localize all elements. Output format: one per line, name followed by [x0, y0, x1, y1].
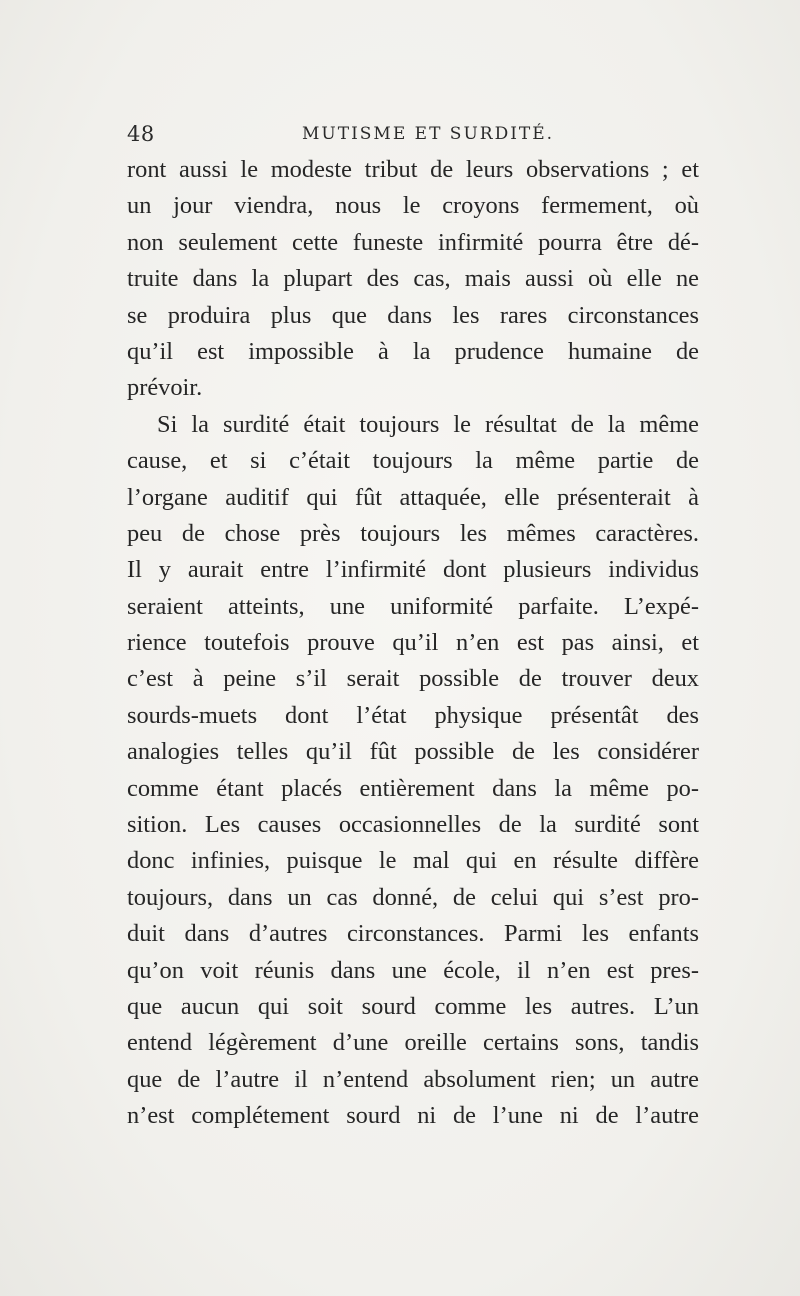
text-line: donc infinies, puisque le mal qui en résulte diffère [127, 847, 699, 875]
text-line: entend légèrement d’une oreille certains sons, tandis [127, 1029, 699, 1057]
text-line: sourds-muets dont l’état physique présentât des [127, 701, 699, 729]
text-line: sition. Les causes occasionnelles de la surdité sont [127, 811, 699, 839]
text-line: se produira plus que dans les rares circonstances [127, 301, 699, 329]
text-line: truite dans la plupart des cas, mais aussi où elle ne [127, 265, 699, 293]
body-text [127, 152, 699, 1135]
text-line: c’est à peine s’il serait possible de trouver deux [127, 665, 699, 693]
page-header [127, 122, 699, 152]
text-line: qu’on voit réunis dans une école, il n’en est pres- [127, 956, 699, 984]
text-line: analogies telles qu’il fût possible de les considérer [127, 738, 699, 766]
text-line: duit dans d’autres circonstances. Parmi les enfants [127, 920, 699, 948]
paragraph-2 [127, 407, 699, 1135]
text-line: que aucun qui soit sourd comme les autres. L’un [127, 992, 699, 1020]
running-head: MUTISME ET SURDITÉ. [302, 124, 555, 144]
text-line: rience toutefois prouve qu’il n’en est pas ainsi, et [127, 629, 699, 657]
text-line: un jour viendra, nous le croyons fermement, où [127, 192, 699, 220]
text-line: non seulement cette funeste infirmité pourra être dé- [127, 228, 699, 256]
text-line: Si la surdité était toujours le résultat de la même [157, 410, 699, 438]
text-line: toujours, dans un cas donné, de celui qui s’est pro- [127, 883, 699, 911]
text-line: peu de chose près toujours les mêmes caractères. [127, 519, 699, 547]
paragraph-1 [127, 152, 699, 407]
text-line: seraient atteints, une uniformité parfaite. L’expé- [127, 592, 699, 620]
text-line: n’est complétement sourd ni de l’une ni de l’autre [127, 1102, 699, 1130]
text-line: cause, et si c’était toujours la même partie de [127, 447, 699, 475]
text-line: prévoir. [127, 374, 203, 402]
text-line: l’organe auditif qui fût attaquée, elle présenterait à [127, 483, 699, 511]
page-number: 48 [127, 122, 155, 146]
text-line: ront aussi le modeste tribut de leurs observations ; et [127, 156, 699, 183]
text-line: qu’il est impossible à la prudence humaine de [127, 337, 699, 365]
text-line: Il y aurait entre l’infirmité dont plusieurs individus [127, 556, 699, 584]
text-line: que de l’autre il n’entend absolument rien; un autre [127, 1065, 699, 1093]
text-line: comme étant placés entièrement dans la même po- [127, 774, 699, 802]
